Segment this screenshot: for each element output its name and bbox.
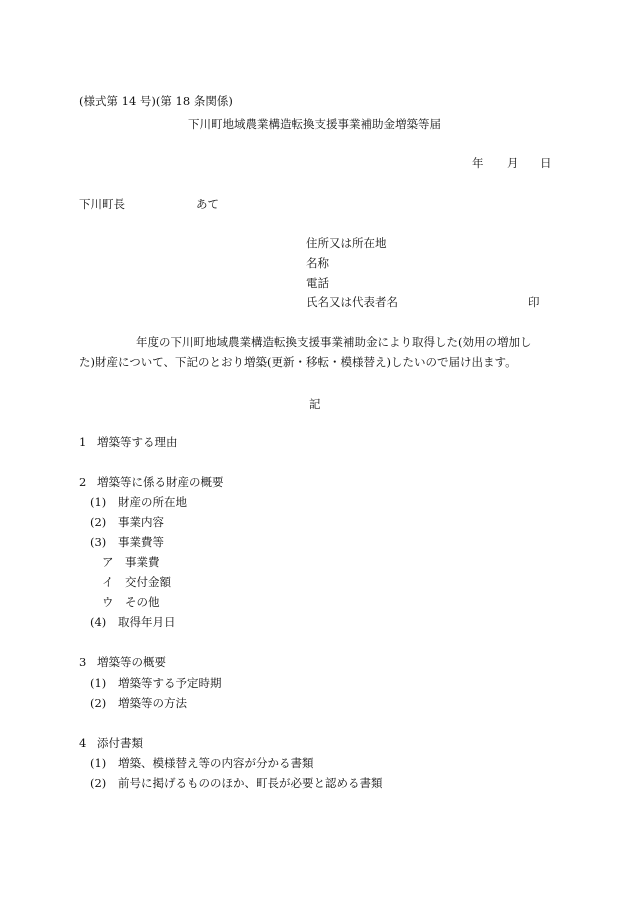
section-2-item-4-text: 取得年月日: [118, 615, 176, 629]
section-2-item-1-mark: (1): [90, 495, 107, 509]
addressee-name: 下川町長: [79, 197, 125, 211]
section-3-number: 3: [79, 655, 87, 669]
section-3-title: 増築等の概要: [97, 655, 166, 669]
applicant-address-label: 住所又は所在地: [306, 236, 387, 250]
section-2-item-1-text: 財産の所在地: [118, 495, 187, 509]
section-2-subitem-i-mark: イ: [102, 575, 114, 589]
date-day: 日: [540, 156, 552, 170]
section-2-item-3-text: 事業費等: [118, 535, 164, 549]
document-title: 下川町地域農業構造転換支援事業補助金増築等届: [188, 117, 441, 131]
section-3-item-1-mark: (1): [90, 676, 107, 690]
applicant-representative-label: 氏名又は代表者名: [306, 295, 398, 309]
section-4-title: 添付書類: [97, 736, 143, 750]
section-2-subitem-u-mark: ウ: [102, 595, 114, 609]
section-2-number: 2: [79, 475, 87, 489]
section-2-item-2-text: 事業内容: [118, 515, 164, 529]
section-3-item-2-mark: (2): [90, 696, 107, 710]
section-2-subitem-i-text: 交付金額: [125, 575, 171, 589]
section-3-item-1-text: 増築等する予定時期: [118, 676, 222, 690]
section-1-number: 1: [79, 435, 87, 449]
section-2-title: 増築等に係る財産の概要: [97, 475, 224, 489]
section-4-item-1-text: 増築、模様替え等の内容が分かる書類: [118, 756, 314, 770]
addressee-suffix: あて: [196, 197, 219, 211]
section-2-item-2-mark: (2): [90, 515, 107, 529]
section-4-number: 4: [79, 736, 87, 750]
section-2-subitem-a-mark: ア: [102, 555, 114, 569]
section-2-item-4-mark: (4): [90, 615, 107, 629]
section-2-subitem-u-text: その他: [125, 595, 160, 609]
ki-heading: 記: [309, 397, 321, 411]
section-4-item-2-text: 前号に掲げるもののほか、町長が必要と認める書類: [118, 776, 383, 790]
body-line-1: 年度の下川町地域農業構造転換支援事業補助金により取得した(効用の増加し: [136, 335, 532, 349]
section-2-item-3-mark: (3): [90, 535, 107, 549]
date-month: 月: [507, 156, 519, 170]
body-line-2: た)財産について、下記のとおり増築(更新・移転・模様替え)したいので届け出ます。: [79, 355, 517, 369]
applicant-phone-label: 電話: [306, 276, 329, 290]
section-3-item-2-text: 増築等の方法: [118, 696, 187, 710]
form-reference: (様式第 14 号)(第 18 条関係): [79, 94, 233, 108]
date-year: 年: [472, 156, 484, 170]
section-1-title: 増築等する理由: [97, 435, 178, 449]
applicant-name-label: 名称: [306, 256, 329, 270]
section-4-item-2-mark: (2): [90, 776, 107, 790]
section-2-subitem-a-text: 事業費: [125, 555, 160, 569]
seal-mark: 印: [528, 295, 540, 309]
section-4-item-1-mark: (1): [90, 756, 107, 770]
